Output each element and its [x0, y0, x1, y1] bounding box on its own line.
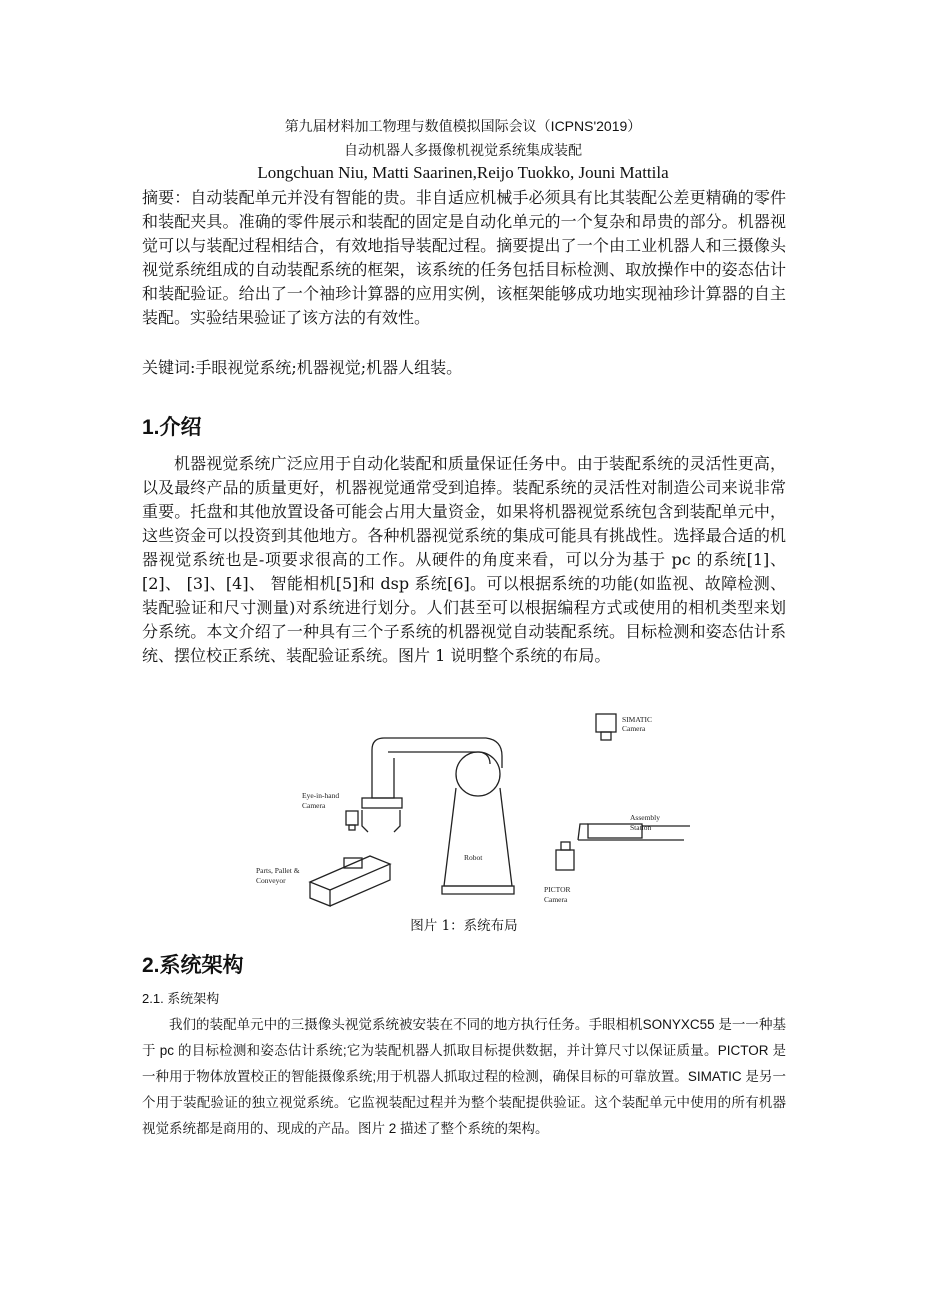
- simatic-camera-body: [596, 714, 616, 732]
- label-eye-in-hand-1: Eye-in-hand: [302, 791, 340, 800]
- label-robot: Robot: [464, 853, 483, 862]
- label-parts-1: Parts, Pallet &: [256, 866, 300, 875]
- label-pictor-2: Camera: [544, 895, 568, 904]
- paper-authors: Longchuan Niu, Matti Saarinen,Reijo Tuokko, Jouni Mattila: [257, 163, 669, 182]
- label-pictor-1: PICTOR: [544, 885, 571, 894]
- simatic-camera-lens: [601, 732, 611, 740]
- conveyor-side: [310, 864, 390, 906]
- robot-base: [444, 788, 512, 886]
- label-simatic-1: SIMATIC: [622, 715, 653, 724]
- label-assembly-1: Assembly: [630, 813, 660, 822]
- robot-wrist: [372, 750, 394, 798]
- system-layout-figure: [250, 708, 690, 914]
- conference-name: 第九届材料加工物理与数值模拟国际会议（ICPNS'2019）: [284, 118, 642, 134]
- label-eye-in-hand-2: Camera: [302, 801, 326, 810]
- keywords-line: 关键词:手眼视觉系统;机器视觉;机器人组装。: [142, 358, 463, 377]
- robot-gripper: [362, 810, 400, 832]
- label-parts-2: Conveyor: [256, 876, 286, 885]
- label-simatic-2: Camera: [622, 724, 646, 733]
- architecture-paragraph: 我们的装配单元中的三摄像头视觉系统被安装在不同的地方执行任务。手眼相机SONYXC55 是一一种基于 pc 的目标检测和姿态估计系统;它为装配机器人抓取目标提供数据，并计算尺寸以保证质量。PICTOR 是一种用于物体放置校正的智能摄像系统;用于机器人抓取过程的检测，确保目标的可靠放置。SIMATIC 是另一个用于装配验证的独立视觉系统。它监视装配过程并为整个装配提供验证。这个装配单元中使用的所有机器视觉系统都是商用的、现成的产品。图片 2 描述了整个系统的架构。: [142, 1017, 786, 1136]
- robot-tool-flange: [362, 798, 402, 808]
- intro-paragraph: 机器视觉系统广泛应用于自动化装配和质量保证任务中。由于装配系统的灵活性更高，以及最终产品的质量更好，机器视觉通常受到追捧。装配系统的灵活性对制造公司来说非常重要。托盘和其他放置设备可能会占用大量资金，如果将机器视觉系统包含到装配单元中，这些资金可以投资到其他地方。各种机器视觉系统的集成可能具有挑战性。选择最合适的机器视觉系统也是-项要求很高的工作。从硬件的角度来看，可以分为基于 pc 的系统[1]、[2]、 [3]、[4]、 智能相机[5]和 dsp 系统[6]。可以根据系统的功能(如监视、故障检测、装配验证和尺寸测量)对系统进行划分。人们甚至可以根据编程方式或使用的相机类型来划分系统。本文介绍了一种具有三个子系统的机器视觉自动装配系统。目标检测和姿态估计系统、摆位校正系统、装配验证系统。图片 1 说明整个系统的布局。: [142, 454, 786, 665]
- section-heading-intro: 1.介绍: [142, 416, 202, 439]
- pictor-camera-body: [556, 850, 574, 870]
- section-heading-architecture: 2.系统架构: [142, 954, 244, 977]
- pictor-camera-lens: [561, 842, 570, 850]
- subsection-heading-architecture: 2.1. 系统架构: [142, 991, 220, 1006]
- robot-foot: [442, 886, 514, 894]
- eye-in-hand-camera-lens: [349, 825, 355, 830]
- abstract-paragraph: 摘要：自动装配单元并没有智能的贵。非自适应机械手必须具有比其装配公差更精确的零件和装配夹具。准确的零件展示和装配的固定是自动化单元的一个复杂和昂贵的部分。机器视觉可以与装配过程相结合，有效地指导装配过程。摘要提出了一个由工业机器人和三摄像头视觉系统组成的自动装配系统的框架，该系统的任务包括目标检测、取放操作中的姿态估计和装配验证。给出了一个袖珍计算器的应用实例，该框架能够成功地实现袖珍计算器的自主装配。实验结果验证了该方法的有效性。: [142, 188, 786, 327]
- eye-in-hand-camera-body: [346, 811, 358, 825]
- robot-upper-arm-inner: [388, 752, 490, 764]
- paper-title: 自动机器人多摄像机视觉系统集成装配: [344, 142, 582, 158]
- label-assembly-2: Station: [630, 823, 652, 832]
- figure-caption: 图片 1：系统布局: [410, 918, 518, 934]
- robot-shoulder-joint: [456, 752, 500, 796]
